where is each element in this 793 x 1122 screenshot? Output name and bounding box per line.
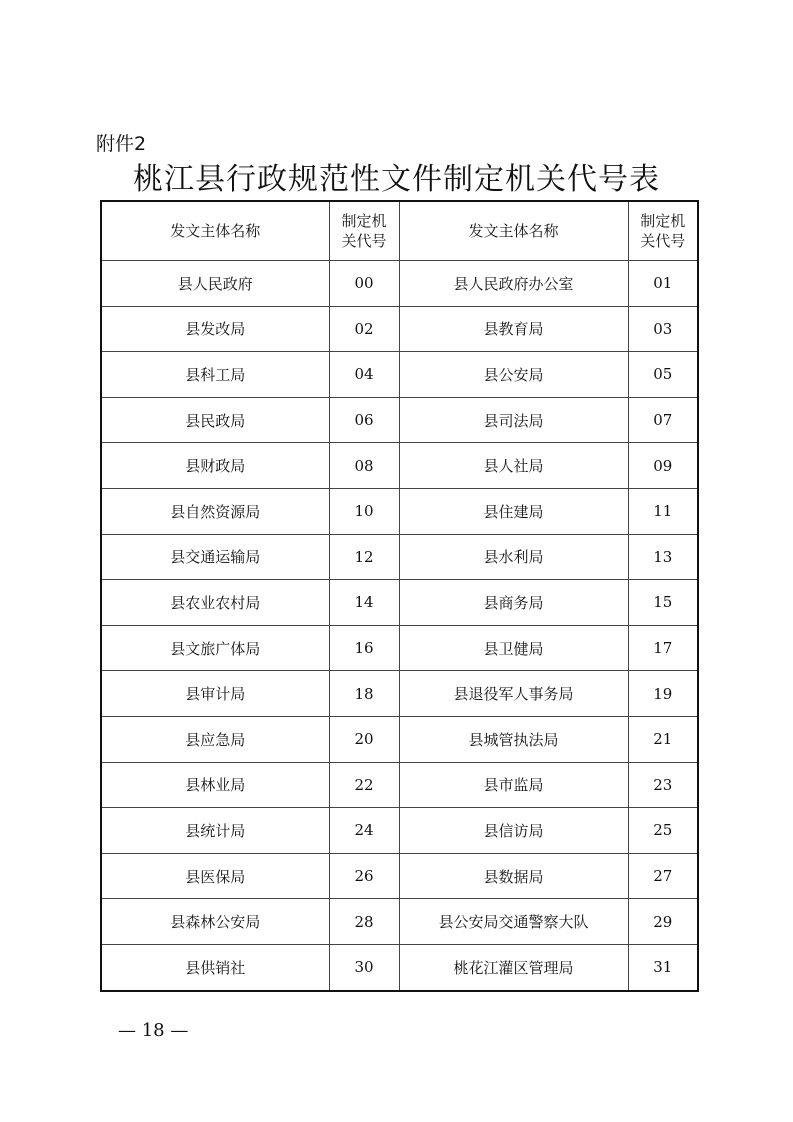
cell-left-name: 县民政局 [101,397,329,443]
cell-left-code: 02 [329,306,399,352]
cell-right-name: 县水利局 [399,534,628,580]
header-code-left-line2: 关代号 [341,232,387,250]
table-header-row [101,201,698,261]
table-row [101,944,698,990]
attachment-label: 附件2 [96,133,147,155]
cell-left-code: 28 [329,899,399,945]
cell-left-name: 县人民政府 [101,261,329,307]
cell-left-name: 县发改局 [101,306,329,352]
cell-left-name: 县科工局 [101,352,329,398]
cell-right-code: 13 [628,534,698,580]
cell-left-code: 18 [329,671,399,717]
cell-right-name: 县市监局 [399,762,628,808]
cell-left-name: 县自然资源局 [101,488,329,534]
cell-right-name: 县教育局 [399,306,628,352]
cell-left-code: 14 [329,580,399,626]
table-body [101,261,698,991]
cell-right-name: 县公安局 [399,352,628,398]
cell-left-code: 08 [329,443,399,489]
cell-right-name: 县卫健局 [399,625,628,671]
cell-right-code: 15 [628,580,698,626]
cell-left-name: 县医保局 [101,853,329,899]
cell-right-code: 27 [628,853,698,899]
cell-left-name: 县供销社 [101,944,329,990]
cell-left-code: 00 [329,261,399,307]
cell-left-name: 县农业农村局 [101,580,329,626]
header-code-right-line2: 关代号 [640,232,686,250]
cell-right-name: 桃花江灌区管理局 [399,944,628,990]
table-row [101,808,698,854]
table-row [101,534,698,580]
table-row [101,580,698,626]
cell-right-name: 县数据局 [399,853,628,899]
cell-right-name: 县住建局 [399,488,628,534]
table-row [101,762,698,808]
cell-left-name: 县财政局 [101,443,329,489]
table-row [101,853,698,899]
header-name-left: 发文主体名称 [101,201,329,261]
header-code-left [329,201,399,261]
cell-right-name: 县司法局 [399,397,628,443]
header-code-right-line1: 制定机 [640,212,686,230]
table-row [101,261,698,307]
cell-left-code: 20 [329,716,399,762]
header-name-right: 发文主体名称 [399,201,628,261]
cell-right-code: 09 [628,443,698,489]
table-row [101,352,698,398]
cell-left-code: 06 [329,397,399,443]
cell-right-name: 县城管执法局 [399,716,628,762]
cell-left-code: 24 [329,808,399,854]
cell-right-code: 17 [628,625,698,671]
table-row [101,306,698,352]
cell-left-name: 县文旅广体局 [101,625,329,671]
cell-right-name: 县退役军人事务局 [399,671,628,717]
cell-right-name: 县公安局交通警察大队 [399,899,628,945]
cell-left-code: 30 [329,944,399,990]
cell-right-code: 21 [628,716,698,762]
table-row [101,625,698,671]
cell-right-name: 县商务局 [399,580,628,626]
header-code-left-line1: 制定机 [341,212,387,230]
table-row [101,443,698,489]
cell-left-name: 县应急局 [101,716,329,762]
cell-right-name: 县信访局 [399,808,628,854]
cell-left-name: 县统计局 [101,808,329,854]
cell-right-name: 县人社局 [399,443,628,489]
cell-right-code: 25 [628,808,698,854]
table-row [101,716,698,762]
cell-right-code: 05 [628,352,698,398]
cell-left-code: 04 [329,352,399,398]
cell-right-code: 29 [628,899,698,945]
table-row [101,899,698,945]
cell-left-name: 县森林公安局 [101,899,329,945]
cell-right-code: 11 [628,488,698,534]
page-number: — 18 — [118,1020,189,1041]
cell-left-code: 26 [329,853,399,899]
agency-code-table [100,200,699,992]
cell-left-code: 12 [329,534,399,580]
table-row [101,671,698,717]
cell-left-name: 县交通运输局 [101,534,329,580]
cell-right-code: 19 [628,671,698,717]
cell-right-code: 31 [628,944,698,990]
cell-left-code: 16 [329,625,399,671]
cell-left-code: 10 [329,488,399,534]
cell-left-name: 县审计局 [101,671,329,717]
page-title: 桃江县行政规范性文件制定机关代号表 [133,162,660,197]
cell-right-code: 07 [628,397,698,443]
cell-right-code: 23 [628,762,698,808]
cell-right-code: 01 [628,261,698,307]
cell-right-code: 03 [628,306,698,352]
cell-left-name: 县林业局 [101,762,329,808]
table-row [101,488,698,534]
cell-right-name: 县人民政府办公室 [399,261,628,307]
header-code-right [628,201,698,261]
table-row [101,397,698,443]
cell-left-code: 22 [329,762,399,808]
